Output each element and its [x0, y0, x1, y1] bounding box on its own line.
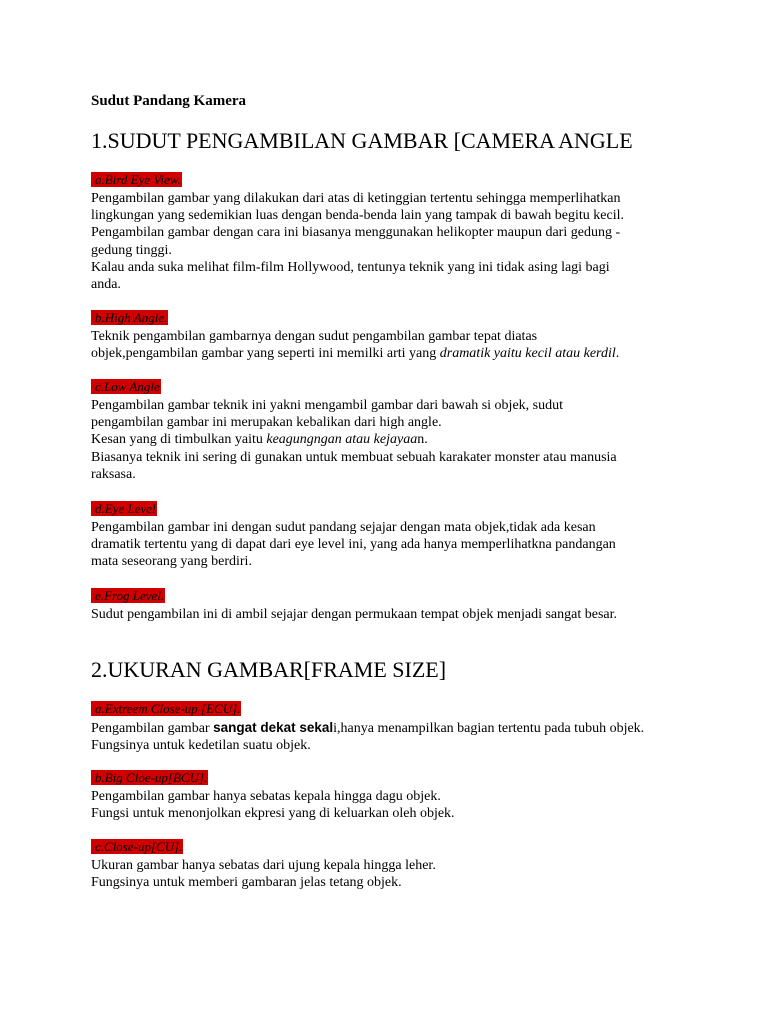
item-label: c.Close-up[CU].	[91, 839, 183, 854]
section-heading-frame-size: 2.UKURAN GAMBAR[FRAME SIZE]	[91, 657, 447, 682]
text-line: dramatik tertentu yang di dapat dari eye level ini, yang ada hanya memperlihatkna pandangan	[91, 537, 616, 553]
text-line: raksasa.	[91, 466, 136, 482]
text-line: mata seseorang yang berdiri.	[91, 554, 252, 570]
text-line: Fungsinya untuk memberi gambaran jelas tetang objek.	[91, 875, 402, 891]
text-line: gedung tinggi.	[91, 242, 172, 258]
item-frog-level	[91, 587, 691, 623]
text-line: Fungsinya untuk kedetilan suatu objek.	[91, 738, 311, 754]
item-text	[91, 519, 691, 571]
item-text	[91, 328, 691, 362]
text-run: .	[615, 346, 620, 362]
text-line: Ukuran gambar hanya sebatas dari ujung kepala hingga leher.	[91, 858, 436, 873]
item-label: a.Bird Eye View.	[91, 172, 182, 187]
text-line: Pengambilan gambar dengan cara ini biasanya menggunakan helikopter maupun dari gedung -	[91, 225, 621, 241]
document-title: Sudut Pandang Kamera	[91, 93, 247, 109]
text-line: Pengambilan gambar yang dilakukan dari atas di ketinggian tertentu sehingga memperlihatkan	[91, 191, 621, 206]
item-text	[91, 719, 691, 754]
section-heading-camera-angle: 1.SUDUT PENGAMBILAN GAMBAR [CAMERA ANGLE	[91, 128, 633, 153]
text-run: objek,pengambilan gambar yang seperti ini memilki arti yang	[91, 346, 440, 362]
item-text	[91, 606, 691, 623]
bold-text: sangat dekat sekal	[213, 720, 334, 735]
item-big-close-up	[91, 769, 691, 822]
item-label: a.Extreem Close-up [ECU].	[91, 701, 241, 716]
item-high-angle	[91, 309, 691, 362]
item-text	[91, 857, 691, 891]
text-run: i,hanya menampilkan bagian tertentu pada tubuh objek.	[333, 721, 645, 736]
item-low-angle	[91, 378, 691, 483]
text-line: Biasanya teknik ini sering di gunakan untuk membuat sebuah karakater monster atau manusia	[91, 449, 617, 465]
italic-text: keagungngan atau kejayaa	[266, 432, 418, 448]
item-label: c.Low Angle	[91, 379, 161, 394]
text-line	[91, 431, 691, 448]
item-text	[91, 788, 691, 822]
text-run: Kesan yang di timbulkan yaitu	[91, 432, 267, 448]
text-line: Pengambilan gambar hanya sebatas kepala hingga dagu objek.	[91, 789, 441, 804]
text-line: Pengambilan gambar teknik ini yakni mengambil gambar dari bawah si objek, sudut	[91, 398, 564, 413]
item-text	[91, 397, 691, 483]
item-eye-level	[91, 500, 691, 571]
text-line: Sudut pengambilan ini di ambil sejajar dengan permukaan tempat objek menjadi sangat besar.	[91, 607, 618, 622]
text-line	[91, 345, 691, 362]
item-label: b.Big Cloe-up[BCU].	[91, 770, 208, 785]
text-line	[91, 719, 691, 737]
text-line: Fungsi untuk menonjolkan ekpresi yang di keluarkan oleh objek.	[91, 806, 455, 822]
text-line: lingkungan yang sedemikian luas dengan benda-benda lain yang tampak di bawah begitu kecil.	[91, 208, 625, 224]
item-close-up	[91, 838, 691, 891]
item-label: d.Eye Level	[91, 501, 157, 516]
text-line: anda.	[91, 277, 121, 293]
text-line: pengambilan gambar ini merupakan kebalikan dari high angle.	[91, 415, 442, 431]
item-label: e.Frog Level.	[91, 588, 165, 603]
text-line: Teknik pengambilan gambarnya dengan sudut pengambilan gambar tepat diatas	[91, 329, 538, 344]
text-run: Pengambilan gambar	[91, 721, 214, 736]
item-text	[91, 190, 691, 293]
item-extreme-close-up	[91, 700, 691, 754]
item-label: b.High Angle.	[91, 310, 168, 325]
text-line: Kalau anda suka melihat film-film Hollywood, tentunya teknik yang ini tidak asing lagi bagi	[91, 259, 610, 275]
item-bird-eye-view	[91, 171, 691, 293]
text-run: n.	[417, 432, 428, 448]
italic-text: dramatik yaitu kecil atau kerdil	[439, 346, 616, 362]
text-line: Pengambilan gambar ini dengan sudut pandang sejajar dengan mata objek,tidak ada kesan	[91, 520, 596, 535]
